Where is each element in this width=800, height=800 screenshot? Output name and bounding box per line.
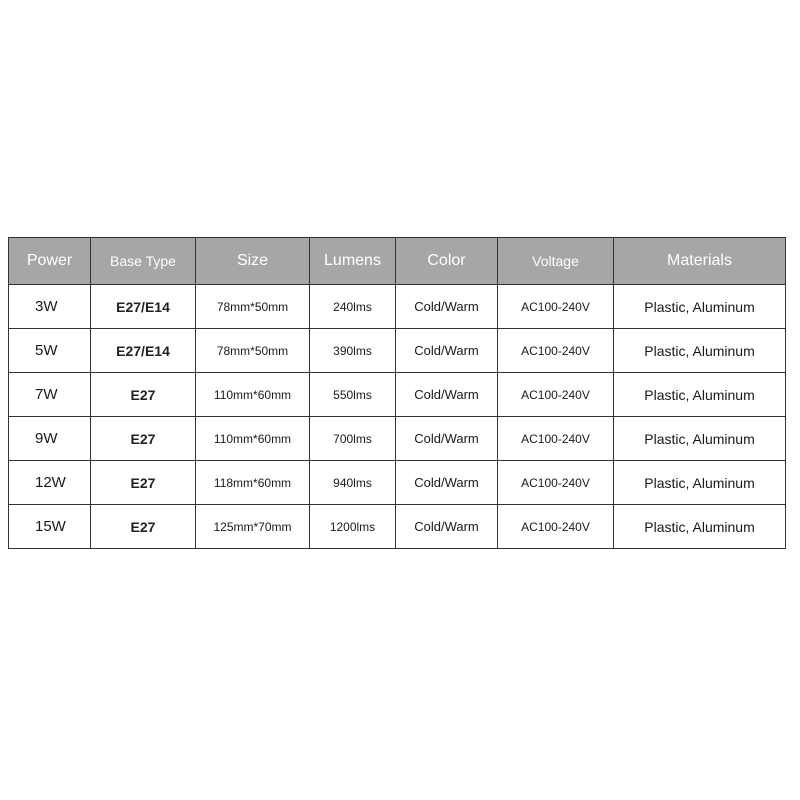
cell-base-type: E27/E14 xyxy=(91,285,196,329)
cell-color: Cold/Warm xyxy=(396,505,498,549)
header-row xyxy=(9,238,786,285)
header-color: Color xyxy=(396,238,498,285)
cell-base-type: E27/E14 xyxy=(91,329,196,373)
cell-color: Cold/Warm xyxy=(396,373,498,417)
cell-materials: Plastic, Aluminum xyxy=(614,329,786,373)
cell-size: 78mm*50mm xyxy=(196,329,310,373)
cell-power: 7W xyxy=(9,373,91,417)
cell-lumens: 240lms xyxy=(310,285,396,329)
cell-color: Cold/Warm xyxy=(396,461,498,505)
cell-color: Cold/Warm xyxy=(396,417,498,461)
cell-base-type: E27 xyxy=(91,505,196,549)
header-lumens: Lumens xyxy=(310,238,396,285)
cell-materials: Plastic, Aluminum xyxy=(614,505,786,549)
table-row xyxy=(9,417,786,461)
cell-materials: Plastic, Aluminum xyxy=(614,417,786,461)
cell-power: 15W xyxy=(9,505,91,549)
cell-base-type: E27 xyxy=(91,461,196,505)
cell-power: 12W xyxy=(9,461,91,505)
cell-voltage: AC100-240V xyxy=(498,285,614,329)
header-power: Power xyxy=(9,238,91,285)
cell-size: 110mm*60mm xyxy=(196,373,310,417)
cell-voltage: AC100-240V xyxy=(498,417,614,461)
header-size: Size xyxy=(196,238,310,285)
cell-size: 78mm*50mm xyxy=(196,285,310,329)
cell-voltage: AC100-240V xyxy=(498,373,614,417)
cell-lumens: 390lms xyxy=(310,329,396,373)
cell-voltage: AC100-240V xyxy=(498,461,614,505)
cell-base-type: E27 xyxy=(91,417,196,461)
cell-power: 5W xyxy=(9,329,91,373)
cell-color: Cold/Warm xyxy=(396,329,498,373)
cell-power: 9W xyxy=(9,417,91,461)
table-row xyxy=(9,373,786,417)
cell-materials: Plastic, Aluminum xyxy=(614,285,786,329)
header-base-type: Base Type xyxy=(91,238,196,285)
cell-lumens: 700lms xyxy=(310,417,396,461)
cell-power: 3W xyxy=(9,285,91,329)
cell-size: 118mm*60mm xyxy=(196,461,310,505)
table-row xyxy=(9,505,786,549)
table-row xyxy=(9,329,786,373)
cell-size: 125mm*70mm xyxy=(196,505,310,549)
cell-voltage: AC100-240V xyxy=(498,505,614,549)
cell-materials: Plastic, Aluminum xyxy=(614,373,786,417)
cell-lumens: 550lms xyxy=(310,373,396,417)
cell-materials: Plastic, Aluminum xyxy=(614,461,786,505)
cell-color: Cold/Warm xyxy=(396,285,498,329)
cell-size: 110mm*60mm xyxy=(196,417,310,461)
spec-table xyxy=(8,237,786,549)
cell-base-type: E27 xyxy=(91,373,196,417)
header-materials: Materials xyxy=(614,238,786,285)
header-voltage: Voltage xyxy=(498,238,614,285)
cell-voltage: AC100-240V xyxy=(498,329,614,373)
cell-lumens: 940lms xyxy=(310,461,396,505)
cell-lumens: 1200lms xyxy=(310,505,396,549)
table-row xyxy=(9,461,786,505)
table-row xyxy=(9,285,786,329)
